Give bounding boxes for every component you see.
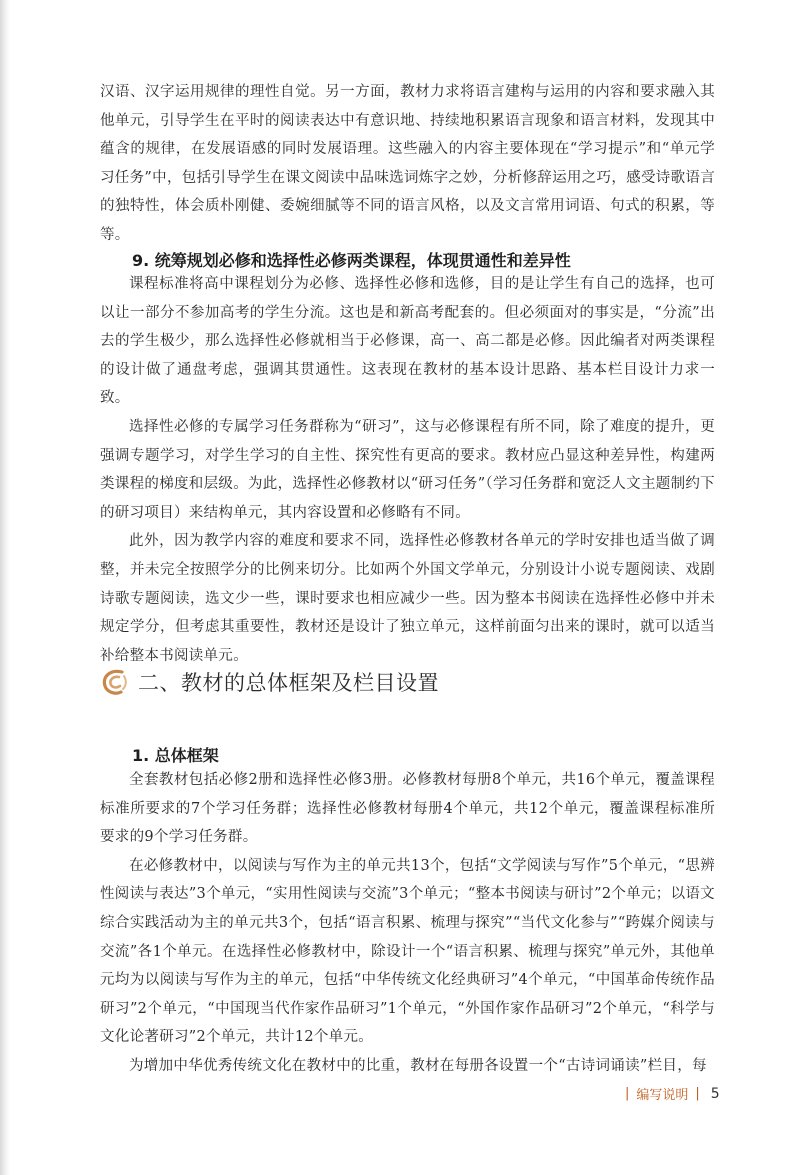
footer-section-label: 编写说明: [636, 1088, 689, 1103]
intro-block: [100, 78, 715, 250]
chapter-title: 二、教材的总体框架及栏目设置: [138, 671, 439, 695]
footer-divider: |: [625, 1086, 630, 1101]
footer-divider: |: [695, 1086, 700, 1101]
swirl-icon: [100, 667, 130, 697]
section-9-heading: 9. 统筹规划必修和选择性必修两类课程，体现贯通性和差异性: [132, 251, 571, 270]
section-1-paragraph: 在必修教材中，以阅读与写作为主的单元共13个，包括“文学阅读与写作”5个单元，“思辨性阅读与表达”3个单元，“实用性阅读与交流”3个单元；“整本书阅读与研讨”2个单元；以语文综合实践活动为主的单元共3个，包括“语言积累、梳理与探究”“当代文化参与”“跨媒介阅读与交流”各1个单元。在选择性必修教材中，除设计一个“语言积累、梳理与探究”单元外，其他单元均为以阅读与写作为主的单元，包括“中华传统文化经典研习”4个单元，“中国革命传统作品研习”2个单元，“中国现当代作家作品研习”1个单元，“外国作家作品研习”2个单元，“科学与文化论著研习”2个单元，共计12个单元。: [100, 857, 715, 1046]
section-1-paragraph: 为增加中华优秀传统文化在教材中的比重，教材在每册各设置一个“古诗词诵读”栏目，每: [129, 1057, 707, 1074]
section-1-heading: 1. 总体框架: [132, 746, 219, 765]
chapter-heading: [100, 662, 439, 702]
section-1-body: [100, 766, 715, 1081]
section-9-paragraph: 选择性必修的专属学习任务群称为“研习”，这与必修课程有所不同，除了难度的提升，更强调专题学习，对学生学习的自主性、探究性有更高的要求。教材应凸显这种差异性，构建两类课程的梯度和层级。为此，选择性必修教材以“研习任务”（学习任务群和宽泛人文主题制约下的研习项目）来结构单元，其内容设置和必修略有不同。: [100, 418, 715, 521]
page-number: 5: [710, 1085, 720, 1102]
intro-paragraph: 汉语、汉字运用规律的理性自觉。另一方面，教材力求将语言建构与运用的内容和要求融入其他单元，引导学生在平时的阅读表达中有意识地、持续地积累语言现象和语言材料，发现其中蕴含的规律，在发展语感的同时发展语理。这些融入的内容主要体现在“学习提示”和“单元学习任务”中，包括引导学生在课文阅读中品味选词炼字之妙，分析修辞运用之巧，感受诗歌语言的独特性，体会质朴刚健、委婉细腻等不同的语言风格，以及文言常用词语、句式的积累，等等。: [100, 84, 715, 243]
page-binding-shadow: [0, 0, 10, 1175]
section-9-paragraph: 课程标准将高中课程划分为必修、选择性必修和选修，目的是让学生有自己的选择，也可以让一部分不参加高考的学生分流。这也是和新高考配套的。但必须面对的事实是，“分流”出去的学生极少，那么选择性必修就相当于必修课，高一、高二都是必修。因此编者对两类课程的设计做了通盘考虑，强调其贯通性。这表现在教材的基本设计思路、基本栏目设计力求一致。: [100, 276, 715, 407]
section-1-paragraph: 全套教材包括必修2册和选择性必修3册。必修教材每册8个单元，共16个单元，覆盖课程标准所要求的7个学习任务群；选择性必修教材每册4个单元，共12个单元，覆盖课程标准所要求的9个学习任务群。: [100, 772, 715, 846]
section-9-paragraph: 此外，因为教学内容的难度和要求不同，选择性必修教材各单元的学时安排也适当做了调整，并未完全按照学分的比例来切分。比如两个外国文学单元，分别设计小说专题阅读、戏剧诗歌专题阅读，选文少一些，课时要求也相应减少一些。因为整本书阅读在选择性必修中并未规定学分，但考虑其重要性，教材还是设计了独立单元，这样前面匀出来的课时，就可以适当补给整本书阅读单元。: [100, 533, 715, 664]
page-footer: [618, 1084, 720, 1103]
section-9-body: [100, 270, 715, 670]
